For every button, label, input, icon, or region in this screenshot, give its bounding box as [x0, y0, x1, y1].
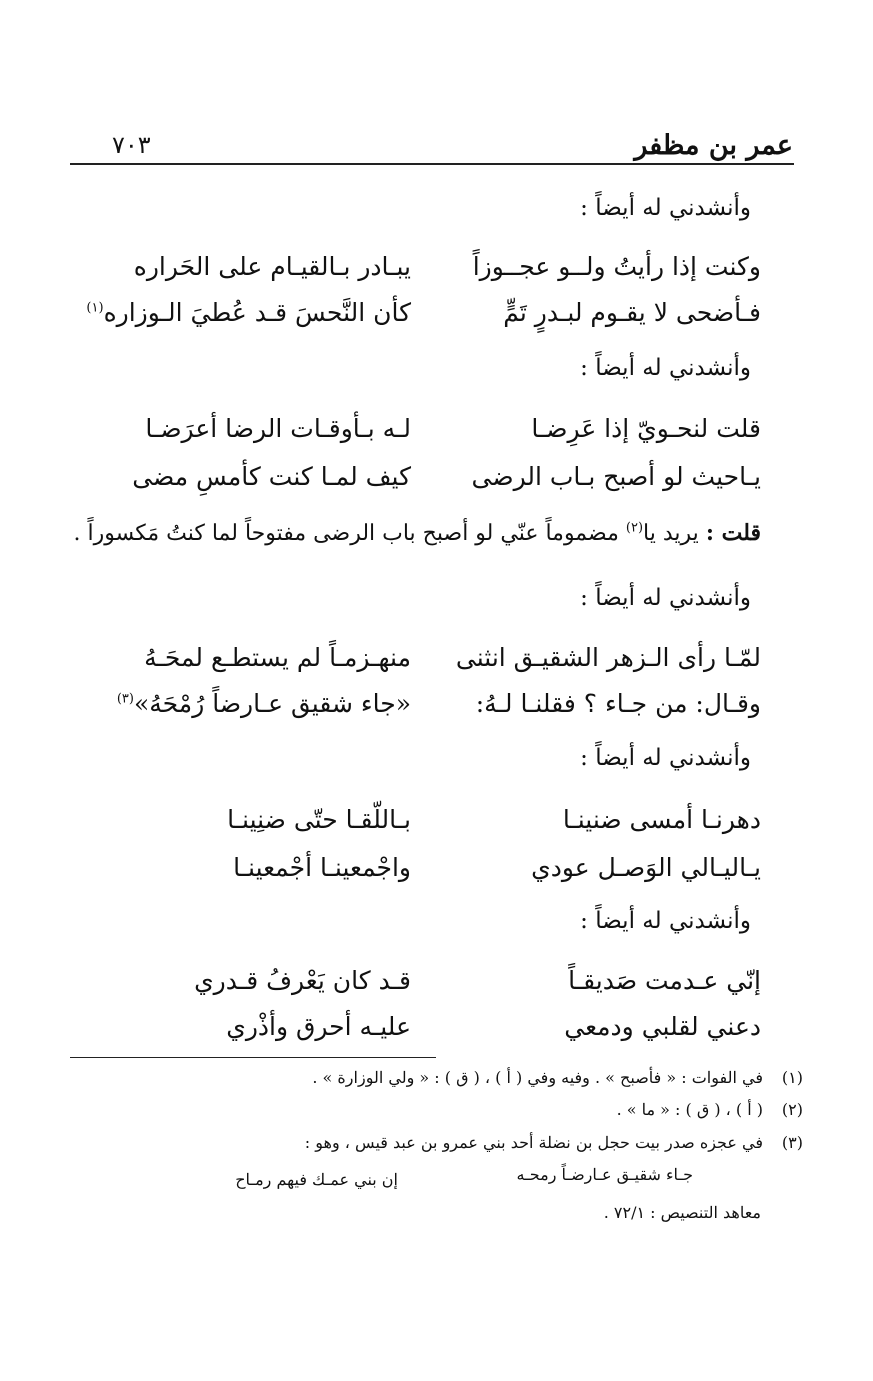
section-intro: وأنشدني له أيضاً :: [580, 908, 751, 934]
section-intro: وأنشدني له أيضاً :: [580, 585, 751, 611]
poem-hemistich: يـاحيث لو أصبح بـاب الرضى: [471, 462, 761, 491]
footnote-verse-hemistich: جـاء شقيـق عـارضـاً رمحـه: [516, 1165, 693, 1184]
poem-hemistich: كيف لمـا كنت كأمسِ مضى: [132, 462, 411, 491]
poem-hemistich: كأن النَّحسَ قـد عُطيَ الـوزاره$^{(١)}$: [86, 298, 411, 327]
footnote-text: في الفوات : « فأصبح » . وفيه وفي ( أ ) ، ( ق ) : « ولي الوزارة » .: [312, 1068, 763, 1087]
running-header-title: عمر بن مظفر: [634, 130, 793, 161]
poem-hemistich: «جاء شقيق عـارضاً رُمْحَهُ»$^{(٣)}$: [116, 689, 411, 718]
poem-hemistich: يبـادر بـالقيـام على الحَراره: [133, 252, 411, 281]
poem-hemistich: يـاليـالي الوَصـل عودي: [531, 853, 761, 882]
poem-hemistich: إنّي عـدمت صَديقـاً: [568, 966, 761, 995]
poem-hemistich: وقـال: من جـاء ؟ فقلنـا لـهُ:: [475, 689, 761, 718]
header-rule: [70, 163, 794, 165]
poem-hemistich: عليـه أحرق وأذْري: [226, 1012, 411, 1041]
poem-hemistich: وكنت إذا رأيتُ ولــو عجــوزاً: [472, 252, 761, 281]
footnote-source: معاهد التنصيص : ٧٢/١ .: [603, 1203, 761, 1222]
footnote-verse-hemistich: إن بني عمـك فيهم رمـاح: [235, 1170, 398, 1189]
footnote-rule: [70, 1057, 436, 1058]
poem-hemistich: منهـزمـاً لم يستطـع لمحَـهُ: [144, 643, 411, 672]
poem-hemistich: واجْمعينـا أجْمعينـا: [233, 853, 411, 882]
footnote-marker: (١): [86, 300, 104, 316]
footnote-marker: (٣): [116, 691, 134, 707]
page-number: ٧٠٣: [112, 131, 151, 159]
poem-hemistich: لـه بـأوقـات الرضا أعرَضـا: [145, 414, 411, 443]
commentary-paragraph: قلت : يريد يا$^{(٢)}$ مضموماً عنّي لو أصبح باب الرضى مفتوحاً لما كنتُ مَكسوراً .: [73, 520, 761, 546]
section-intro: وأنشدني له أيضاً :: [580, 355, 751, 381]
poem-hemistich: قلت لنحـويّ إذا عَرِضـا: [531, 414, 761, 443]
poem-hemistich: دعني لقلبي ودمعي: [564, 1012, 761, 1041]
section-intro: وأنشدني له أيضاً :: [580, 745, 751, 771]
poem-hemistich: دهرنـا أمسى ضنينـا: [562, 805, 761, 834]
poem-hemistich: بـاللّقـا حتّى ضنِينـا: [227, 805, 411, 834]
footnote-number: (٢): [781, 1100, 803, 1119]
footnote-text: في عجزه صدر بيت حجل بن نضلة أحد بني عمرو بن عبد قيس ، وهو :: [304, 1133, 763, 1152]
commentary-label: قلت :: [705, 520, 761, 546]
section-intro: وأنشدني له أيضاً :: [580, 195, 751, 221]
footnote-number: (١): [781, 1068, 803, 1087]
poem-hemistich: فـأضحى لا يقـوم لبـدرٍ تَمٍّ: [503, 298, 761, 327]
footnote-marker: (٢): [625, 520, 644, 536]
footnote-text: ( أ ) ، ( ق ) : « ما » .: [616, 1100, 763, 1119]
poem-hemistich: لمّـا رأى الـزهر الشقيـق انثنى: [455, 643, 761, 672]
footnote-number: (٣): [781, 1133, 803, 1152]
poem-hemistich: قـد كان يَعْرفُ قـدري: [194, 966, 411, 995]
